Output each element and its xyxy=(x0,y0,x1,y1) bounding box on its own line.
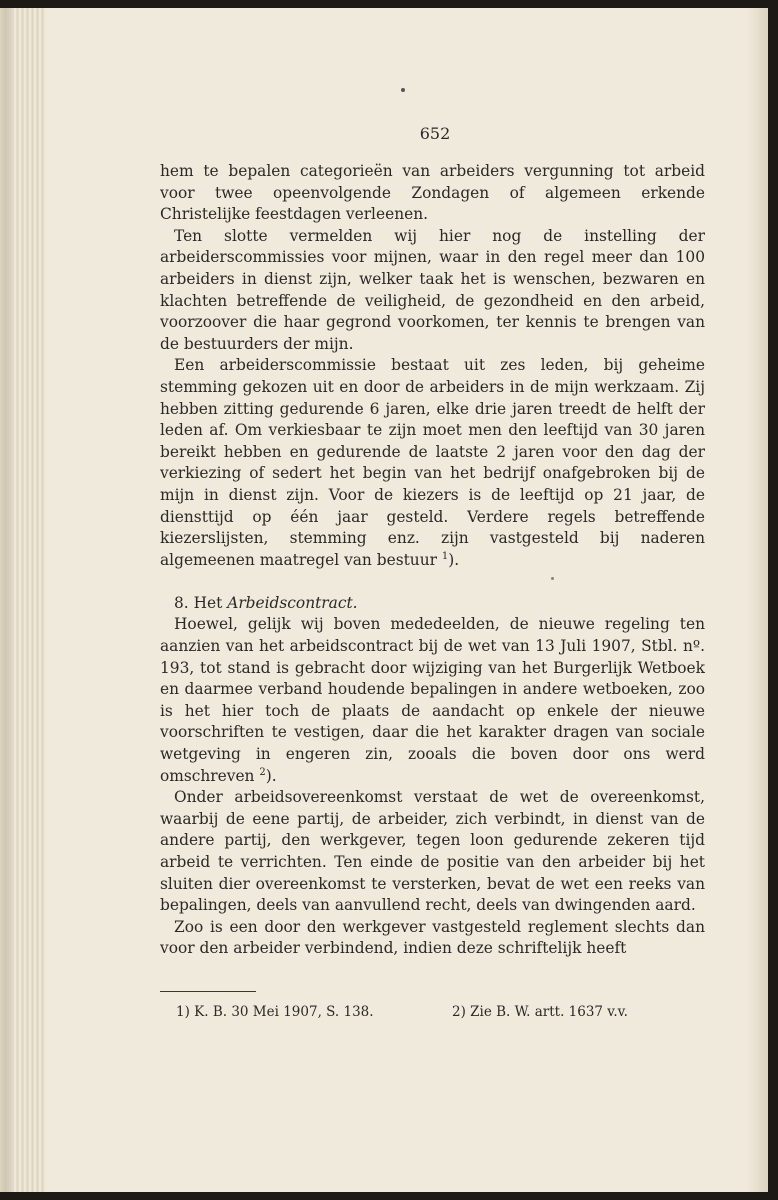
scan-border-bottom xyxy=(0,1192,778,1200)
section-heading xyxy=(160,593,705,615)
body-text xyxy=(160,161,705,960)
ink-speck xyxy=(401,88,405,92)
paragraph-5: Onder arbeidsovereenkomst verstaat de wet de overeenkomst, waarbij de eene partij, de arbeider, zich verbindt, in dienst van de andere partij, den werkgever, tegen loon gedurende zekeren tijd arbeid te verrichten. Ten einde de positie van den arbeider bij het sluiten dier overeenkomst te versterken, bevat de wet een reeks van bepalingen, deels van aanvullend recht, deels van dwingenden aard. xyxy=(160,788,705,915)
paragraph-4 xyxy=(160,614,705,787)
footnote-2: 2) Zie B. W. artt. 1637 v.v. xyxy=(452,1004,628,1020)
paragraph-4-text: Hoewel, gelijk wij boven mededeelden, de nieuwe regeling ten aanzien van het arbeidscontract bij de wet van 13 Juli 1907, Stbl. nº. 193, tot stand is gebracht door wijziging van het Burgerlijk Wetboek en daarmee verband houdende bepalingen in andere wetboeken, zoo is het hier toch de plaats de aandacht op enkele der nieuwe voorschriften te vestigen, daar die het karakter dragen van sociale wetgeving in engeren zin, zooals die boven door ons werd omschreven xyxy=(160,615,705,785)
section-number: 8. Het xyxy=(174,593,223,612)
paragraph-3-end: ). xyxy=(448,550,460,569)
paragraph-4-end: ). xyxy=(265,766,277,785)
paragraph-3-text: Een arbeiderscommissie bestaat uit zes leden, bij geheime stemming gekozen uit en door de arbeiders in de mijn werkzaam. Zij hebben zitting gedurende 6 jaren, elke drie jaren treedt de helft der leden af. Om verkiesbaar te zijn moet men den leeftijd van 30 jaren bereikt hebben en gedurende de laatste 2 jaren voor den dag der verkiezing of sedert het begin van het bedrijf onafgebroken bij de mijn in dienst zijn. Voor de kiezers is de leeftijd op 21 jaar, de diensttijd op één jaar gesteld. Verdere regels betreffende kiezerslijsten, stemming enz. zijn vastgesteld bij naderen algemeenen maatregel van bestuur xyxy=(160,356,705,569)
footnote-divider xyxy=(160,991,256,992)
page-number: 652 xyxy=(419,124,451,143)
scan-border-right xyxy=(768,0,778,1200)
footnote-ref-2[interactable]: 2 xyxy=(259,766,266,778)
section-title: Arbeidscontract. xyxy=(227,593,358,612)
page-right-edge xyxy=(748,8,768,1192)
scan-border-top xyxy=(0,0,778,8)
paragraph-6: Zoo is een door den werkgever vastgesteld reglement slechts dan voor den arbeider verbindend, indien deze schriftelijk heeft xyxy=(160,917,705,958)
footnote-1: 1) K. B. 30 Mei 1907, S. 138. xyxy=(176,1004,374,1020)
footnote-ref-1[interactable]: 1 xyxy=(441,550,449,562)
scan-left-edge xyxy=(0,0,14,1200)
book-spine xyxy=(14,8,46,1192)
paragraph-2: Ten slotte vermelden wij hier nog de instelling der arbeiderscommissies voor mijnen, waar in den regel meer dan 100 arbeiders in dienst zijn, welker taak het is wenschen, bezwaren en klachten betreffende de veiligheid, de gezondheid en den arbeid, voorzoover die haar gegrond voorkomen, ter kennis te brengen van de bestuurders der mijn. xyxy=(160,226,705,353)
paragraph-1: hem te bepalen categorieën van arbeiders vergunning tot arbeid voor twee opeenvolgende Zondagen of algemeen erkende Christelijke feestdagen verleenen. xyxy=(160,162,705,224)
paragraph-3 xyxy=(160,355,705,571)
